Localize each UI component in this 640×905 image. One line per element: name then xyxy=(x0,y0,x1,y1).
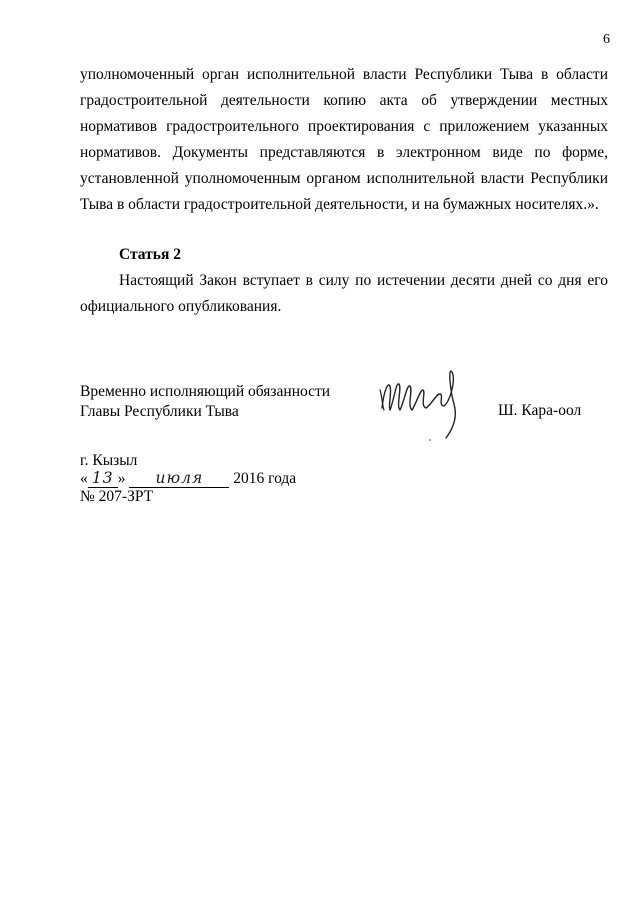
date-day-field xyxy=(88,470,118,488)
page-number: 6 xyxy=(603,32,610,47)
signatory-title-line-1: Временно исполняющий обязанности xyxy=(80,383,331,400)
place-date-block xyxy=(80,452,296,506)
date-line xyxy=(80,470,296,488)
date-month-field xyxy=(129,470,229,488)
date-day: 13 xyxy=(91,469,114,487)
law-number: № 207-ЗРТ xyxy=(80,488,154,505)
close-quote: » xyxy=(117,470,126,487)
open-quote: « xyxy=(80,470,88,487)
paragraph-continued: уполномоченный орган исполнительной власти Республики Тыва в области градостроительной деятельности копию акта об утверждении местных нормативов градостроительного проектирования с приложением указанных нормативов. Документы представляются в электронном виде по форме, установленной уполномоченным органом исполнительной власти Республики Тыва в области градостроительной деятельности, и на бумажных носителях.». xyxy=(80,66,608,213)
date-month: июля xyxy=(155,469,204,487)
city: г. Кызыл xyxy=(80,452,138,469)
handwritten-signature xyxy=(374,360,470,442)
signatory-title xyxy=(80,382,330,422)
signatory-name: Ш. Кара-оол xyxy=(498,402,582,419)
date-year: 2016 года xyxy=(233,470,297,487)
signatory-title-line-2: Главы Республики Тыва xyxy=(80,403,239,420)
article-heading: Статья 2 xyxy=(119,246,181,263)
paragraph-article-2: Настоящий Закон вступает в силу по истечении десяти дней со дня его официального опубликования. xyxy=(80,272,608,315)
